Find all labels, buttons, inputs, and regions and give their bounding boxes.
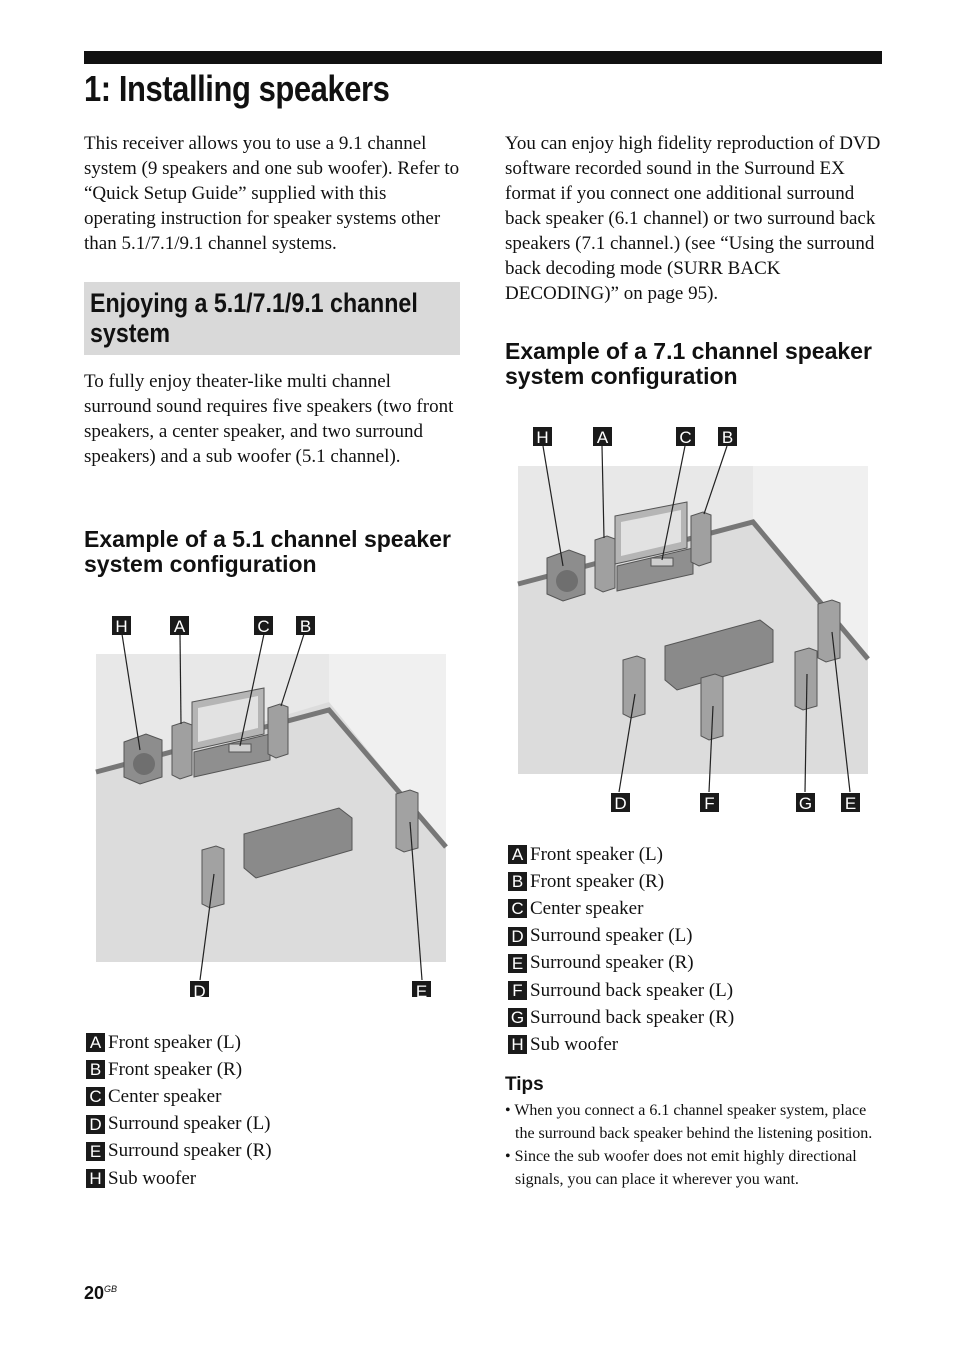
legend-item [86,1138,272,1165]
legend-item [86,1029,272,1056]
surround-right-speaker [818,600,840,662]
legend-badge: E [86,1142,105,1161]
example-71-heading: Example of a 7.1 channel speaker system configuration [505,338,872,389]
page-number-value: 20 [84,1283,105,1303]
legend-text: Surround speaker (R) [530,952,694,974]
legend-text: Surround back speaker (R) [530,1006,735,1028]
badge-c-text: C [679,428,692,447]
tips-list [505,1099,885,1191]
legend-text: Sub woofer [530,1033,619,1055]
badge-f-text: F [704,794,715,813]
badge-a-text: A [173,617,186,636]
legend-text: Center speaker [108,1085,222,1107]
legend-item [86,1165,272,1192]
badge-g-text: G [798,794,813,813]
legend-text: Surround back speaker (L) [530,979,734,1001]
sub-woofer-cone [556,570,578,592]
intro-left-paragraph: This receiver allows you to use a 9.1 channel system (9 speakers and one sub woofer). Refer to “Quick Setup Guide” supplied with this operating instruction for speaker systems other than 5.1/7.1/9.1 channel systems. [84,133,460,254]
legend-badge: C [86,1087,105,1106]
legend-text: Center speaker [530,897,644,919]
legend-51 [86,1029,272,1192]
legend-text: Surround speaker (L) [530,925,693,947]
tip-item: • Since the sub woofer does not emit highly directional signals, you can place it wherever you want. [505,1148,857,1188]
legend-item [508,923,734,950]
page-number [84,1283,117,1304]
page-title: 1: Installing speakers [84,68,390,109]
legend-badge: F [508,981,527,1000]
legend-item [508,841,734,868]
legend-text: Sub woofer [108,1167,197,1189]
badge-a-text: A [596,428,609,447]
front-right-speaker [268,704,288,758]
front-left-speaker [172,722,192,779]
legend-badge: G [508,1008,527,1027]
badge-d-text: D [614,794,627,813]
legend-badge: D [508,927,527,946]
page-number-suffix: GB [104,1284,118,1294]
legend-badge: A [508,845,527,864]
legend-text: Front speaker (L) [530,843,663,865]
legend-badge: C [508,899,527,918]
legend-badge: D [86,1115,105,1134]
surround-left-speaker [623,656,645,718]
legend-badge: A [86,1033,105,1052]
legend-item [86,1056,272,1083]
legend-text: Surround speaker (R) [108,1140,272,1162]
speaker-diagram-71 [505,424,885,816]
legend-item [86,1111,272,1138]
badge-e-text: E [844,794,857,813]
section-heading-box [84,282,460,355]
legend-item [508,895,734,922]
legend-item [508,868,734,895]
badge-h-text: H [115,617,128,636]
legend-badge: E [508,954,527,973]
badge-e-text: E [415,982,428,997]
legend-badge: B [86,1060,105,1079]
intro-right-paragraph: You can enjoy high fidelity reproduction of DVD software recorded sound in the Surround EX format if you connect one additional surround back speaker (6.1 channel) or two surround back speakers (7.1 channel.) (see “Using the surround back decoding mode (SURR BACK DECODING)” on page 95). [505,133,881,304]
section-body-paragraph: To fully enjoy theater-like multi channel surround sound requires five speakers (two front speakers, a center speaker, and two surround speakers) and a sub woofer (5.1 channel). [84,371,454,467]
section-heading: Enjoying a 5.1/7.1/9.1 channel system [90,288,418,348]
tips-heading: Tips [505,1074,544,1095]
surround-right-speaker [396,790,418,852]
example-51-heading: Example of a 5.1 channel speaker system configuration [84,526,451,577]
legend-item [508,1004,734,1031]
legend-badge: B [508,872,527,891]
badge-c-text: C [257,617,270,636]
legend-text: Front speaker (R) [108,1058,243,1080]
front-left-speaker [595,536,615,592]
tip-item: • When you connect a 6.1 channel speaker system, place the surround back speaker behind the listening position. [505,1102,873,1142]
header-rule [84,51,882,64]
legend-text: Front speaker (L) [108,1031,241,1053]
legend-badge: H [86,1169,105,1188]
legend-item [508,1031,734,1058]
badge-h-text: H [536,428,549,447]
sub-woofer-cone [133,753,155,775]
badge-b-text: B [299,617,312,636]
speaker-diagram-51 [84,612,460,997]
badge-d-text: D [193,982,206,997]
badge-b-text: B [721,428,734,447]
front-right-speaker [691,512,711,566]
legend-item [508,950,734,977]
legend-item [508,977,734,1004]
legend-text: Surround speaker (L) [108,1113,271,1135]
legend-71 [508,841,734,1059]
legend-item [86,1083,272,1110]
legend-text: Front speaker (R) [530,870,665,892]
legend-badge: H [508,1035,527,1054]
